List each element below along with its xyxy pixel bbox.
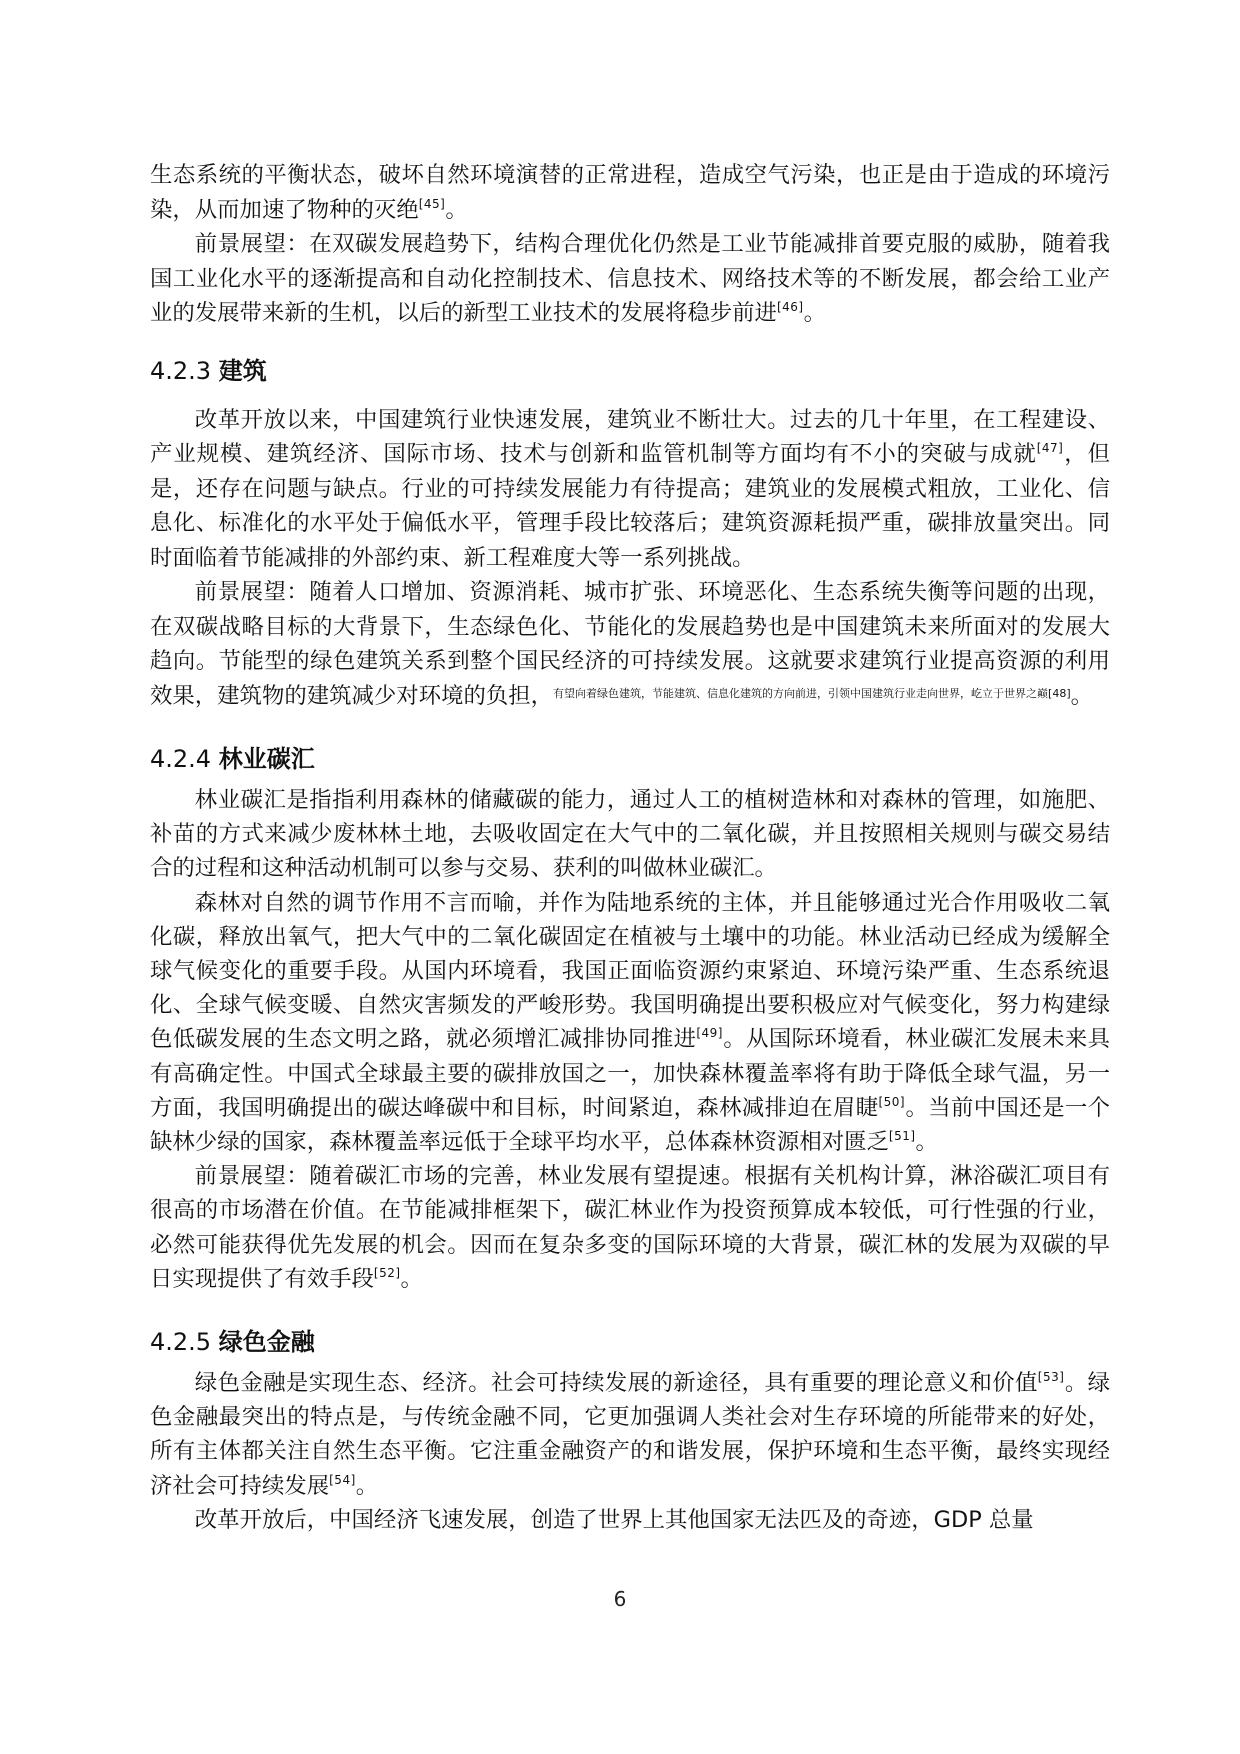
paragraph-text: 。 [803,300,826,326]
paragraph-text: ，但是，还存在问题与缺点。行业的可持续发展能力有待提高；建筑业的发展模式粗放，工业化、信息化、标准化的水平处于偏低水平，管理手段比较落后；建筑资源耗损严重，碳排放量突出。同时面临着节能减排的外部约束、新工程难度大等一系列挑战。 [150,441,1111,571]
citation-reference: [54] [329,1472,356,1487]
paragraph-text: 。 [355,1472,379,1499]
section-number: 4.2.3 [150,356,212,385]
paragraph-text: 前景展望：在双碳发展趋势下，结构合理优化仍然是工业节能减排首要克服的威胁，随着我国工业化水平的逐渐提高和自动化控制技术、信息技术、网络技术等的不断发展，都会给工业产业的发展带来新的生机，以后的新型工业技术的发展将稳步前进 [150,231,1110,326]
small-print-text: 有望向着绿色建筑，节能建筑、信息化建筑的方向前进，引领中国建筑行业走向世界，屹立于世界之巅[48] [553,686,1071,700]
citation-reference: [50] [878,1094,906,1109]
paragraph-text: 。从国际环境看，林业碳汇发展未来具有高确定性。中国式全球最主要的碳排放国之一，加快森林覆盖率将有助于降低全球气温，另一方面，我国明确提出的碳达峰碳中和目标，时间紧迫，森林减排迫在眉睫 [150,1026,1111,1121]
paragraph-text: 前景展望：随着碳汇市场的完善，林业发展有望提速。根据有关机构计算，淋浴碳汇项目有很高的市场潜在价值。在节能减排框架下，碳汇林业作为投资预算成本较低，可行性强的行业，必然可能获得优先发展的机会。因而在复杂多变的国际环境的大背景，碳汇林的发展为双碳的早日实现提供了有效手段 [150,1163,1110,1292]
citation-reference: [47] [1036,441,1064,455]
paragraph-text: 前景展望：随着人口增加、资源消耗、城市扩张、环境恶化、生态系统失衡等问题的出现，在双碳战略目标的大背景下，生态绿色化、节能化的发展趋势也是中国建筑未来所面对的发展大趋向。节能型的绿色建筑关系到整个国民经济的可持续发展。这就要求建筑行业提高资源的利用效果，建筑物的建筑减少对环境的负担， [150,579,1110,709]
section-heading [150,353,1110,389]
paragraph [150,1159,1110,1296]
section-heading [150,1324,1110,1360]
paragraph-text: 改革开放后，中国经济飞速发展，创造了世界上其他国家无法匹及的奇迹，GDP 总量 [194,1506,1034,1533]
section-number: 4.2.4 [150,745,212,773]
paragraph-text: 。绿色金融最突出的特点是，与传统金融不同，它更加强调人类社会对生存环境的所能带来的好处，所有主体都关注自然生态平衡。它注重金融资产的和谐发展，保护环境和生态平衡，最终实现经济社会可持续发展 [150,1370,1111,1499]
paragraph [150,1366,1110,1503]
paragraph [150,783,1110,886]
paragraph [150,575,1110,713]
section-heading [150,741,1110,777]
citation-reference: [52] [373,1265,401,1280]
paragraph [150,886,1110,1160]
paragraph [150,403,1110,576]
paragraph [150,227,1110,331]
section-title: 建筑 [218,356,267,385]
paragraph-text: 改革开放以来，中国建筑行业快速发展，建筑业不断壮大。过去的几十年里，在工程建设、产业规模、建筑经济、国际市场、技术与创新和监管机制等方面均有不小的突破与成就 [150,406,1110,467]
section-title: 林业碳汇 [218,745,315,773]
citation-reference: [46] [776,300,804,314]
document-body [150,158,1110,1537]
paragraph [150,158,1110,227]
citation-reference: [49] [696,1026,723,1041]
section-number: 4.2.5 [150,1328,212,1357]
paragraph-text: 绿色金融是实现生态、经济。社会可持续发展的新途径，具有重要的理论意义和价值 [194,1370,1038,1397]
citation-reference: [53] [1037,1370,1065,1385]
paragraph [150,1503,1110,1537]
page-number: 6 [613,1587,627,1611]
citation-reference: [45] [418,196,446,211]
section-title: 绿色金融 [218,1328,315,1357]
paragraph-text: 。当前中国还是一个缺林少绿的国家，森林覆盖率远低于全球平均水平，总体森林资源相对匮乏 [150,1094,1111,1156]
paragraph-text: 。 [400,1265,423,1292]
citation-reference: [51] [888,1129,916,1144]
paragraph-text: 。 [1070,682,1093,709]
paragraph-text: 。 [915,1129,938,1156]
paragraph-text: 生态系统的平衡状态，破坏自然环境演替的正常进程，造成空气污染，也正是由于造成的环境污染，从而加速了物种的灭绝 [150,162,1110,223]
paragraph-text: 。 [445,196,468,223]
paragraph-text: 林业碳汇是指指利用森林的储藏碳的能力，通过人工的植树造林和对森林的管理，如施肥、补苗的方式来减少废林林土地，去吸收固定在大气中的二氧化碳，并且按照相关规则与碳交易结合的过程和这种活动机制可以参与交易、获利的叫做林业碳汇。 [150,787,1110,882]
paragraph-text: 森林对自然的调节作用不言而喻，并作为陆地系统的主体，并且能够通过光合作用吸收二氧化碳，释放出氧气，把大气中的二氧化碳固定在植被与土壤中的功能。林业活动已经成为缓解全球气候变化的重要手段。从国内环境看，我国正面临资源约束紧迫、环境污染严重、生态系统退化、全球气候变暖、自然灾害频发的严峻形势。我国明确提出要积极应对气候变化，努力构建绿色低碳发展的生态文明之路，就必须增汇减排协同推进 [150,889,1110,1053]
